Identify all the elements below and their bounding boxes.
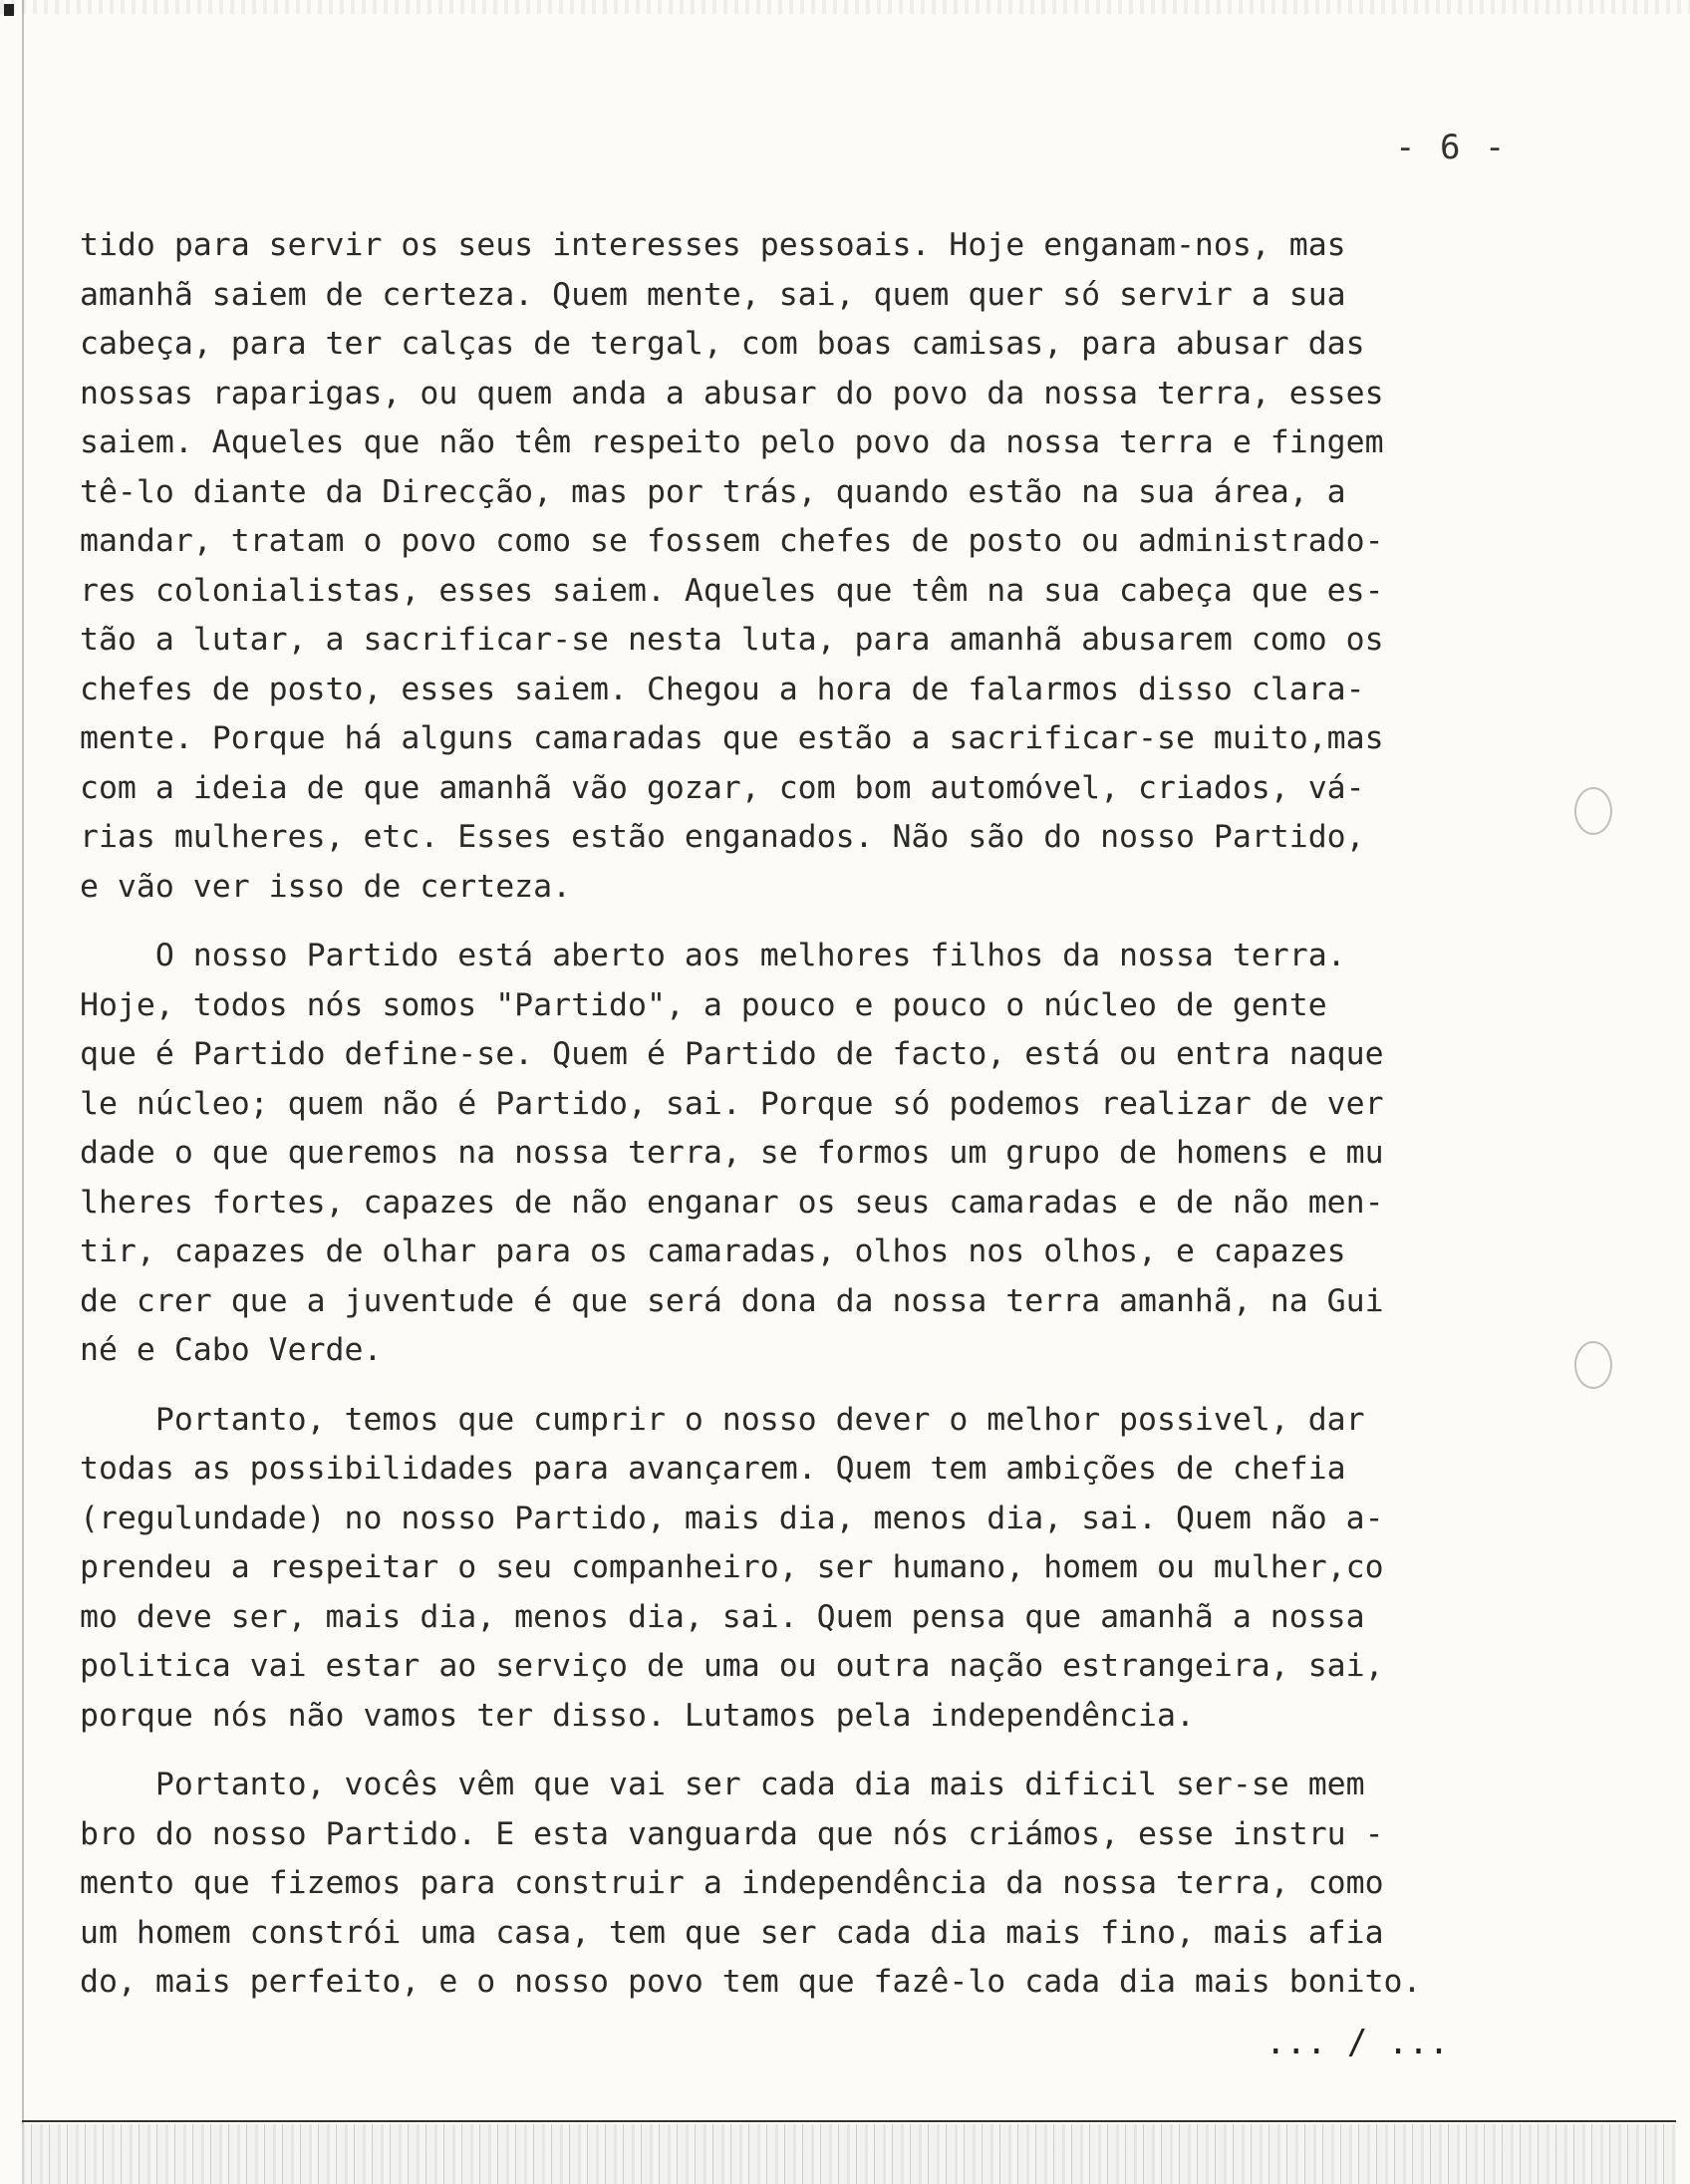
scan-bottom-band: [22, 2124, 1676, 2184]
text-line: saiem. Aqueles que não têm respeito pelo povo da nossa terra e fingem: [80, 424, 1384, 460]
paragraph: [80, 932, 1495, 1376]
text-line: mente. Porque há alguns camaradas que estão a sacrificar-se muito,mas: [80, 720, 1384, 756]
text-line: e vão ver isso de certeza.: [80, 868, 572, 905]
text-line: tido para servir os seus interesses pessoais. Hoje enganam-nos, mas: [80, 227, 1346, 263]
text-line: cabeça, para ter calças de tergal, com boas camisas, para abusar das: [80, 326, 1365, 362]
page-number: - 6 -: [1395, 128, 1508, 167]
paragraph: [80, 1761, 1495, 2008]
text-line: (regulundade) no nosso Partido, mais dia, menos dia, sai. Quem não a-: [80, 1500, 1384, 1536]
text-line: amanhã saiem de certeza. Quem mente, sai, quem quer só servir a sua: [80, 276, 1346, 313]
text-line: nossas raparigas, ou quem anda a abusar do povo da nossa terra, esses: [80, 375, 1384, 411]
text-line: mo deve ser, mais dia, menos dia, sai. Quem pensa que amanhã a nossa: [80, 1598, 1365, 1635]
scan-corner-mark: [4, 4, 14, 16]
text-line: mento que fizemos para construir a independência da nossa terra, como: [80, 1865, 1384, 1901]
continuation-marker: ... / ...: [1266, 2023, 1450, 2062]
text-line: le núcleo; quem não é Partido, sai. Porque só podemos realizar de ver: [80, 1085, 1384, 1122]
text-line: O nosso Partido está aberto aos melhores filhos da nossa terra.: [80, 938, 1346, 973]
text-line: tir, capazes de olhar para os camaradas, olhos nos olhos, e capazes: [80, 1233, 1346, 1269]
text-line: com a ideia de que amanhã vão gozar, com bom automóvel, criados, vá-: [80, 769, 1365, 806]
text-line: rias mulheres, etc. Esses estão enganados. Não são do nosso Partido,: [80, 819, 1365, 855]
text-line: de crer que a juventude é que será dona da nossa terra amanhã, na Gui: [80, 1282, 1384, 1319]
text-line: chefes de posto, esses saiem. Chegou a hora de falarmos disso clara-: [80, 671, 1365, 707]
text-line: né e Cabo Verde.: [80, 1332, 383, 1368]
punch-hole-mark: [1574, 1341, 1612, 1389]
text-line: Portanto, temos que cumprir o nosso dever o melhor possivel, dar: [80, 1401, 1365, 1438]
text-line: res colonialistas, esses saiem. Aqueles que têm na sua cabeça que es-: [80, 572, 1384, 609]
text-line: Portanto, vocês vêm que vai ser cada dia mais dificil ser-se mem: [80, 1767, 1365, 1802]
text-line: todas as possibilidades para avançarem. Quem tem ambições de chefia: [80, 1451, 1346, 1487]
text-line: um homem constrói uma casa, tem que ser cada dia mais fino, mais afia: [80, 1914, 1384, 1951]
text-line: tão a lutar, a sacrificar-se nesta luta, para amanhã abusarem como os: [80, 622, 1384, 658]
text-line: politica vai estar ao serviço de uma ou outra nação estrangeira, sai,: [80, 1648, 1384, 1684]
text-line: bro do nosso Partido. E esta vanguarda que nós criámos, esse instru -: [80, 1815, 1384, 1852]
paragraph: [80, 221, 1495, 912]
body-text: [80, 221, 1495, 2008]
text-line: porque nós não vamos ter disso. Lutamos pela independência.: [80, 1697, 1195, 1734]
paragraph: [80, 1396, 1495, 1742]
text-line: que é Partido define-se. Quem é Partido de facto, está ou entra naque: [80, 1036, 1384, 1072]
text-line: Hoje, todos nós somos "Partido", a pouco e pouco o núcleo de gente: [80, 986, 1327, 1023]
text-line: tê-lo diante da Direcção, mas por trás, quando estão na sua área, a: [80, 473, 1346, 510]
scan-left-edge: [22, 0, 24, 2184]
text-line: mandar, tratam o povo como se fossem chefes de posto ou administrado-: [80, 523, 1384, 559]
punch-hole-mark: [1574, 787, 1612, 835]
text-line: do, mais perfeito, e o nosso povo tem que fazê-lo cada dia mais bonito.: [80, 1964, 1422, 2000]
text-line: lheres fortes, capazes de não enganar os seus camaradas e de não men-: [80, 1184, 1384, 1221]
scan-bottom-edge: [22, 2120, 1676, 2122]
scan-top-edge: [0, 0, 1690, 14]
text-line: prendeu a respeitar o seu companheiro, ser humano, homem ou mulher,co: [80, 1549, 1384, 1585]
text-line: dade o que queremos na nossa terra, se formos um grupo de homens e mu: [80, 1135, 1384, 1171]
